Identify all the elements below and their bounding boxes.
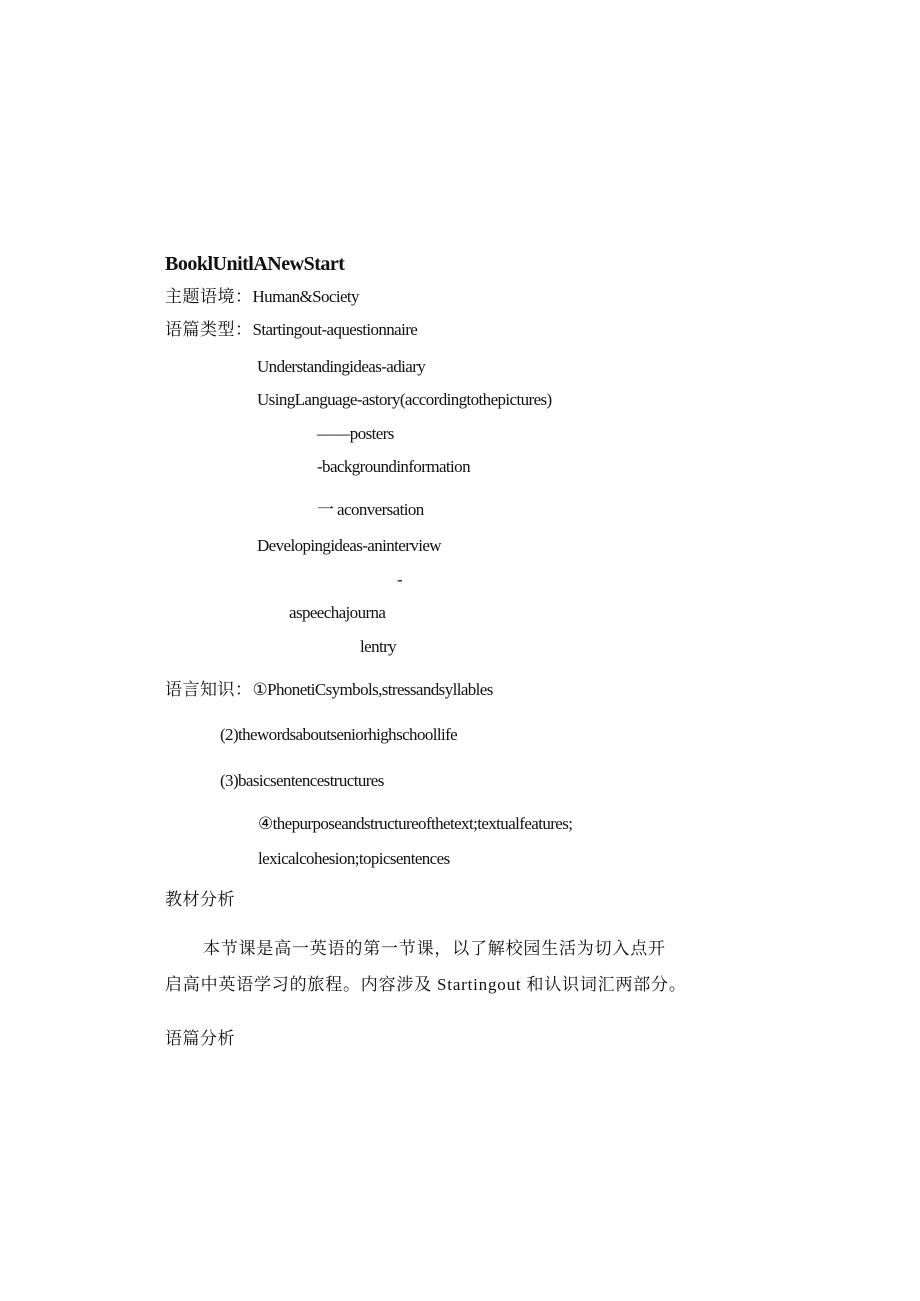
knowledge-item-2: (2)thewordsaboutseniorhighschoollife bbox=[220, 725, 458, 744]
material-analysis-paragraph-line-1: 本节课是高一英语的第一节课，以了解校园生活为切入点开 bbox=[203, 939, 666, 958]
text-type-subitem-background: -backgroundinformation bbox=[317, 457, 470, 476]
knowledge-item-4: ④thepurposeandstructureofthetext;textualfeatures; bbox=[258, 814, 573, 833]
text-type-item-developing: Developingideas-aninterview bbox=[257, 536, 441, 555]
knowledge-line bbox=[165, 680, 493, 700]
text-type-label: 语篇类型： bbox=[165, 320, 253, 339]
theme-value: Human&Society bbox=[252, 287, 359, 306]
text-type-line bbox=[165, 320, 417, 340]
text-type-subitem-conversation: 一 aconversation bbox=[317, 500, 424, 519]
document-title: BooklUnitlANewStart bbox=[165, 253, 345, 275]
text-analysis-heading: 语篇分析 bbox=[165, 1029, 235, 1048]
theme-line bbox=[165, 287, 359, 307]
knowledge-item-3: (3)basicsentencestructures bbox=[220, 771, 384, 790]
text-type-item-using-language: UsingLanguage-astory(accordingtothepictures) bbox=[257, 390, 552, 409]
knowledge-item-4-continued: lexicalcohesion;topicsentences bbox=[258, 849, 450, 868]
knowledge-item-1: ①PhonetiCsymbols,stressandsyllables bbox=[252, 680, 493, 699]
text-type-subitem-posters: ——posters bbox=[317, 424, 394, 443]
knowledge-label: 语言知识： bbox=[165, 680, 253, 699]
text-type-subitem-entry: lentry bbox=[360, 637, 397, 656]
text-type-item-understanding: Understandingideas-adiary bbox=[257, 357, 426, 376]
theme-label: 主题语境： bbox=[165, 287, 253, 306]
material-analysis-heading: 教材分析 bbox=[165, 890, 235, 909]
text-type-subitem-speech: aspeechajourna bbox=[289, 603, 386, 622]
material-analysis-paragraph-line-2: 启高中英语学习的旅程。内容涉及 Startingout 和认识词汇两部分。 bbox=[165, 975, 687, 994]
text-type-dash: - bbox=[397, 570, 403, 589]
text-type-item-starting-out: Startingout-aquestionnaire bbox=[252, 320, 418, 339]
